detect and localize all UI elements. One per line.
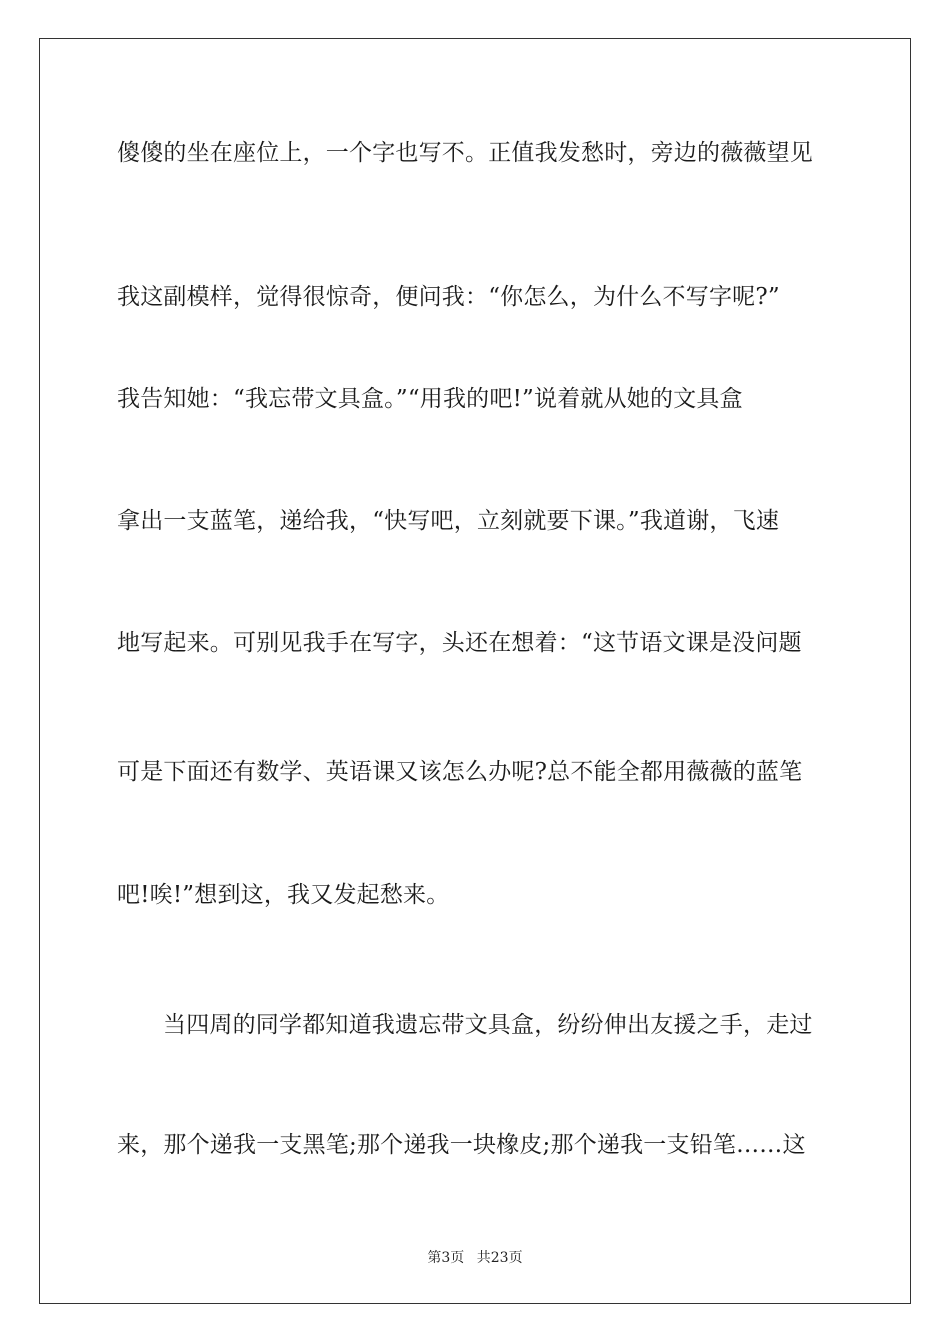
page-footer	[0, 1247, 950, 1267]
page-border	[39, 38, 911, 1304]
page-number: 第3页	[427, 1250, 465, 1266]
text-line-6: 可是下面还有数学、英语课又该怎么办呢?总不能全都用薇薇的蓝笔	[117, 759, 803, 785]
text-line-8: 当四周的同学都知道我遗忘带文具盒，纷纷伸出友援之手，走过	[163, 1012, 813, 1038]
text-line-4: 拿出一支蓝笔，递给我，“快写吧，立刻就要下课。”我道谢，飞速	[117, 508, 780, 534]
text-line-5: 地写起来。可别见我手在写字，头还在想着：“这节语文课是没问题	[117, 630, 802, 656]
text-line-7: 吧!唉!”想到这，我又发起愁来。	[117, 882, 450, 908]
text-line-9: 来，那个递我一支黑笔;那个递我一块橡皮;那个递我一支铅笔……这	[117, 1132, 806, 1158]
text-line-3: 我告知她：“我忘带文具盒。”“用我的吧!”说着就从她的文具盒	[117, 386, 743, 412]
text-line-1: 傻傻的坐在座位上，一个字也写不。正值我发愁时，旁边的薇薇望见	[117, 140, 813, 166]
text-line-2: 我这副模样，觉得很惊奇，便问我：“你怎么，为什么不写字呢?”	[117, 284, 780, 310]
page-total: 共23页	[476, 1250, 523, 1266]
